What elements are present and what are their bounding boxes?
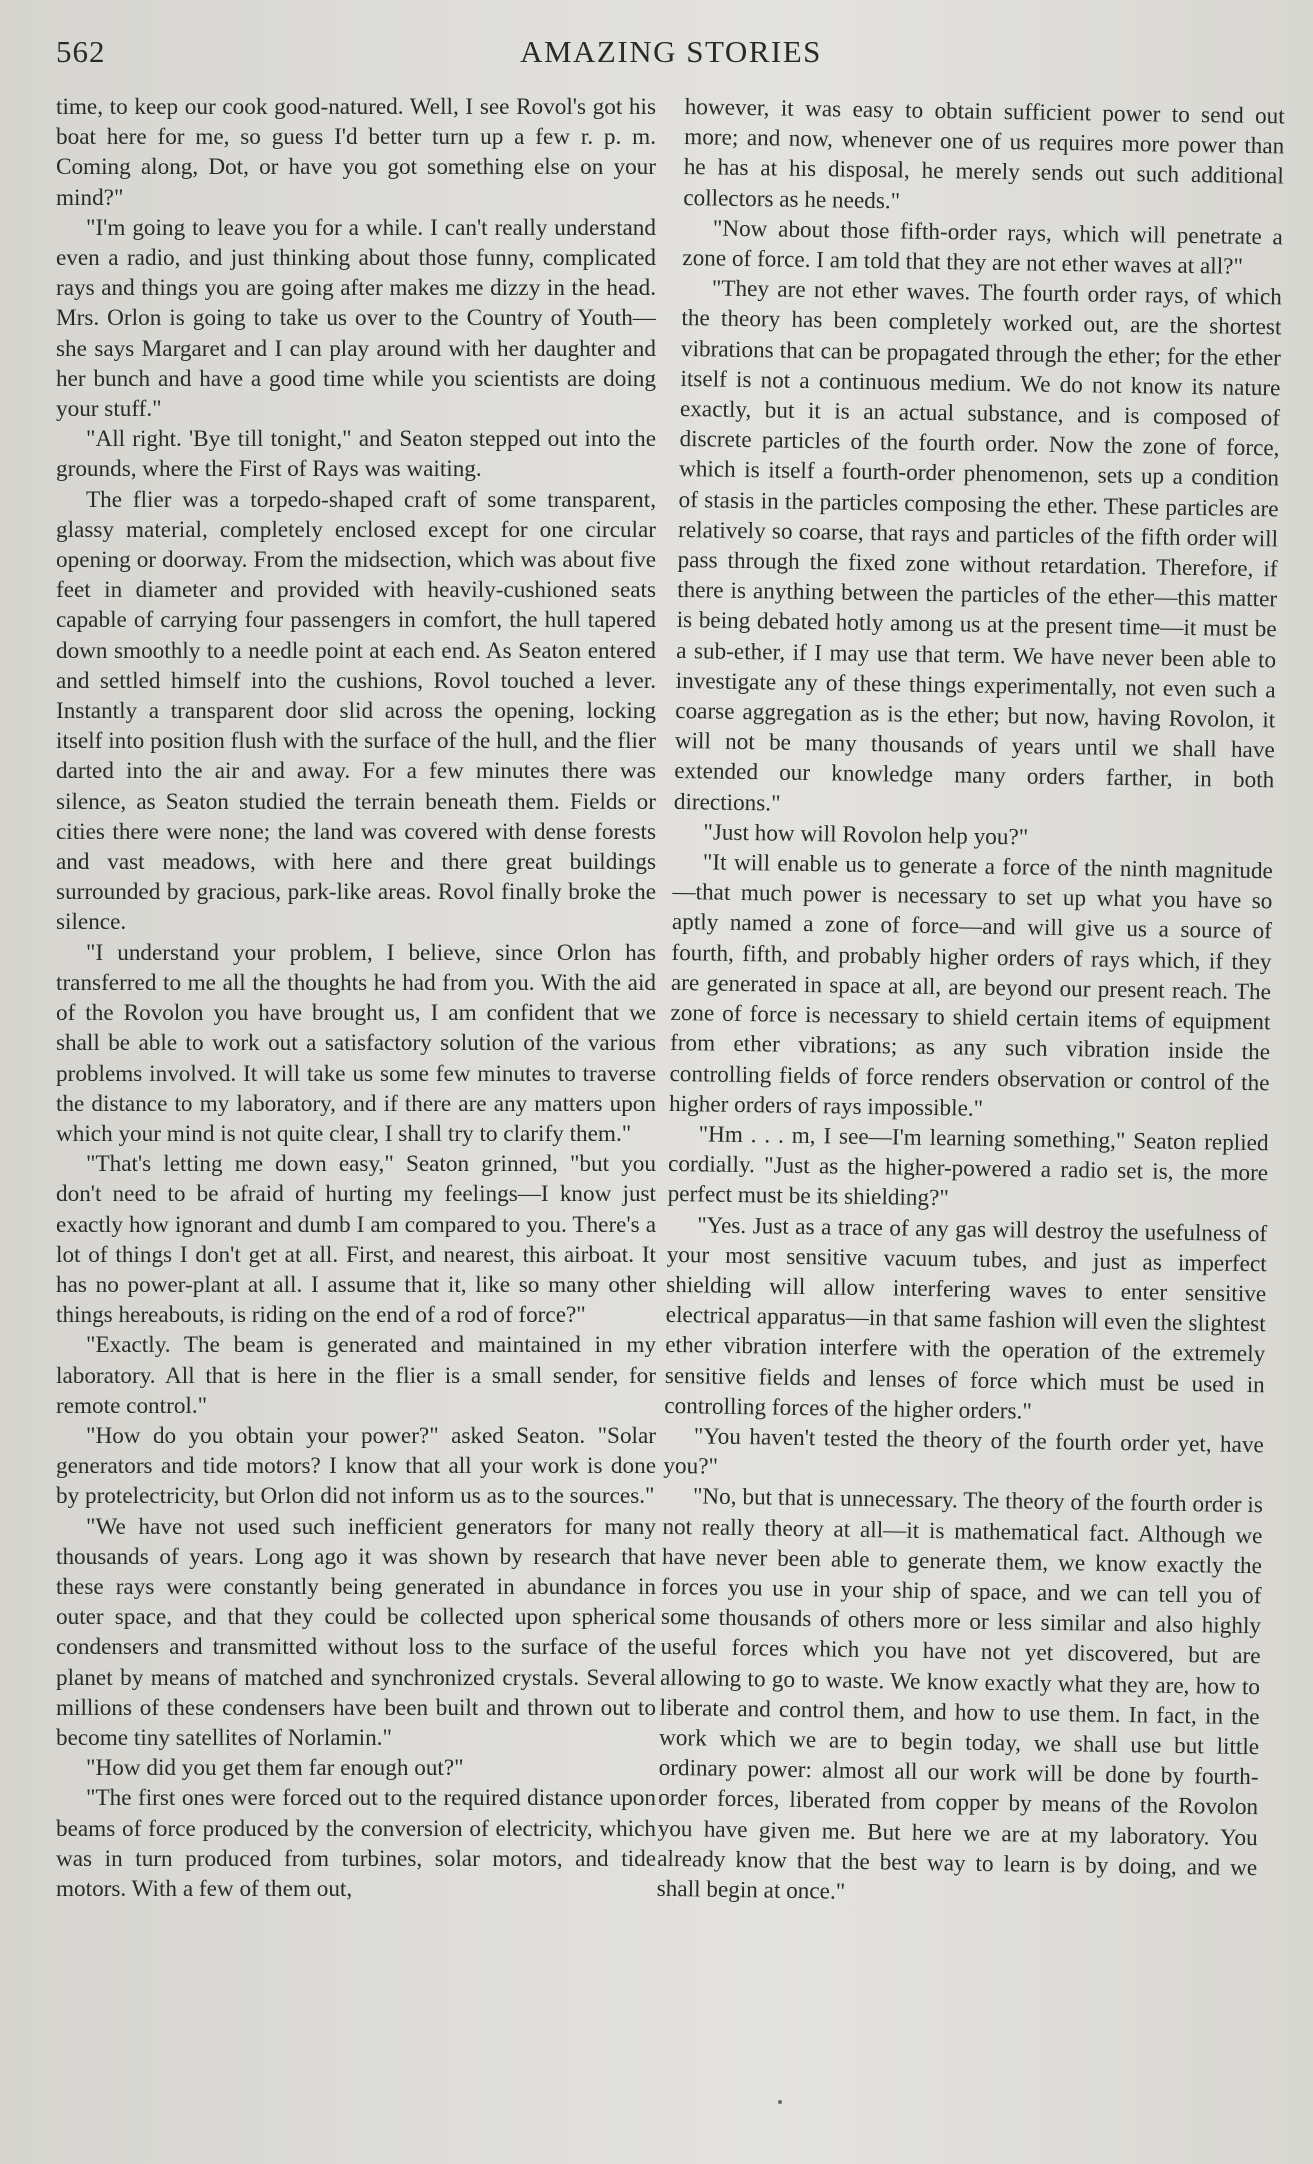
paragraph: "How do you obtain your power?" asked Seaton. "Solar generators and tide motors? I know that all your work is done by protelectricity, but Orlon did not inform us as to the sources." [56, 1422, 656, 1510]
paragraph: "Just how will Rovolon help you?" [703, 819, 1029, 851]
paragraph: "You haven't tested the theory of the fourth order yet, have you?" [663, 1423, 1265, 1480]
page-speck [778, 2100, 782, 2104]
paragraph: "The first ones were forced out to the required distance upon beams of force produced by the conversion of electricity, which was in turn produced from turbines, solar motors, and tide motors. With a few of them out, [56, 1785, 656, 1902]
running-head: AMAZING STORIES [520, 34, 822, 69]
paragraph: time, to keep our cook good-natured. Well, I see Rovol's got his boat here for me, so guess I'd better turn up a few r. p. m. Coming along, Dot, or have you got something else on your mind?" [56, 94, 656, 211]
right-column [657, 92, 1285, 1913]
page-header [56, 30, 1286, 80]
paragraph: "Yes. Just as a trace of any gas will destroy the usefulness of your most sensitive vacuum tubes, and just as imperfect shielding will allow interfering waves to enter sensitive electrical apparatus—in that same fashion will even the slightest ether vibration interfere with the operation of the extremely sensitive fields and lenses of force which must be used in controlling forces of the higher orders." [664, 1211, 1268, 1425]
paragraph: "I'm going to leave you for a while. I can't really understand even a radio, and just thinking about those funny, complicated rays and things you are going after makes me dizzy in the head. Mrs. Orlon is going to take us over to the Country of Youth—she says Margaret and I can play around with her daughter and her bunch and have a good time while you scientists are doing your stuff." [56, 214, 656, 423]
left-column [56, 92, 656, 1904]
paragraph: "Hm . . . m, I see—I'm learning something," Seaton replied cordially. "Just as the higher-powered a radio set is, the more perfect must be its shielding?" [667, 1121, 1269, 1212]
paragraph: "Now about those fifth-order rays, which will penetrate a zone of force. I am told that they are not ether waves at all?" [682, 215, 1283, 280]
paragraph: however, it was easy to obtain sufficient power to send out more; and now, whenever one of us requires more power than he has at his disposal, he merely sends out such additional collectors as he needs." [683, 93, 1285, 215]
paragraph: "I understand your problem, I believe, since Orlon has transferred to me all the thoughts he had from you. With the aid of the Rovolon you have brought us, I am confident that we shall be able to work out a satisfactory solution of the various problems involved. It will take us some few minutes to traverse the distance to my laboratory, and if there are any matters upon which your mind is not quite clear, I shall try to clarify them." [56, 939, 656, 1147]
paragraph: "How did you get them far enough out?" [86, 1755, 464, 1782]
paragraph: "That's letting me down easy," Seaton grinned, "but you don't need to be afraid of hurting my feelings—I know just exactly how ignorant and dumb I am compared to you. There's a lot of things I don't get at all. First, and nearest, this airboat. It has no power-plant at all. I assume that it, like so many other things hereabouts, is riding on the end of a rod of force?" [56, 1151, 656, 1329]
paragraph: "They are not ether waves. The fourth order rays, of which the theory has been completely worked out, are the shortest vibrations that can be propagated through the ether; for the ether itself is not a continuous medium. We do not know its nature exactly, but it is an actual substance, and is composed of discrete particles of the fourth order. Now the zone of force, which is itself a fourth-order phenomenon, sets up a condition of stasis in the particles composing the ether. These particles are relatively so coarse, that rays and particles of the fifth order will pass through the fixed zone without retardation. Therefore, if there is anything between the particles of the ether—this matter is being debated hotly among us at the present time—it must be a sub-ether, if I may use that term. We have never been able to investigate any of these things experimentally, not even such a coarse aggregation as is the ether; but now, having Rovolon, it will not be many thousands of years until we shall have extended our knowledge many orders farther, in both directions." [673, 275, 1283, 817]
paragraph: "No, but that is unnecessary. The theory of the fourth order is not really theory at all—it is mathematical fact. Although we have never been able to generate them, we know exactly the forces you use in your ship of space, and we can tell you of some thousands of others more or less similar and also highly useful forces which you have not yet discovered, but are allowing to go to waste. We know exactly what they are, how to liberate and control them, and how to use them. In fact, in the work which we are to begin today, we shall use but little ordinary power: almost all our work will be done by fourth-order forces, liberated from copper by means of the Rovolon you have given me. But here we are at my laboratory. You already know that the best way to learn is by doing, and we shall begin at once." [656, 1483, 1264, 1905]
page-number: 562 [56, 34, 106, 69]
paragraph: "It will enable us to generate a force of the ninth magnitude—that much power is necessary to set up what you have so aptly named a zone of force—and will give us a source of fourth, fifth, and probably higher orders of rays which, if they are generated in space at all, are beyond our present reach. The zone of force is necessary to shield certain items of equipment from ether vibrations; as any such vibration inside the controlling fields of force renders observation or control of the higher orders of rays impossible." [668, 849, 1274, 1122]
paragraph: "Exactly. The beam is generated and maintained in my laboratory. All that is here in the flier is a small sender, for remote control." [56, 1332, 656, 1419]
paragraph: "We have not used such inefficient generators for many thousands of years. Long ago it was shown by research that these rays were constantly being generated in abundance in outer space, and that they could be collected upon spherical condensers and transmitted without loss to the surface of the planet by means of matched and synchronized crystals. Several millions of these condensers have been built and thrown out to become tiny satellites of Norlamin." [56, 1513, 656, 1751]
paragraph: The flier was a torpedo-shaped craft of some transparent, glassy material, completely enclosed except for one circular opening or doorway. From the midsection, which was about five feet in diameter and provided with heavily-cushioned seats capable of carrying four passengers in comfort, the hull tapered down smoothly to a needle point at each end. As Seaton entered and settled himself into the cushions, Rovol touched a lever. Instantly a transparent door slid across the opening, locking itself into position flush with the surface of the hull, and the flier darted into the air and away. For a few minutes there was silence, as Seaton studied the terrain beneath them. Fields or cities there were none; the land was covered with dense forests and vast meadows, with here and there great buildings surrounded by gracious, park-like areas. Rovol finally broke the silence. [56, 486, 656, 936]
paragraph: "All right. 'Bye till tonight," and Seaton stepped out into the grounds, where the First of Rays was waiting. [56, 426, 656, 483]
